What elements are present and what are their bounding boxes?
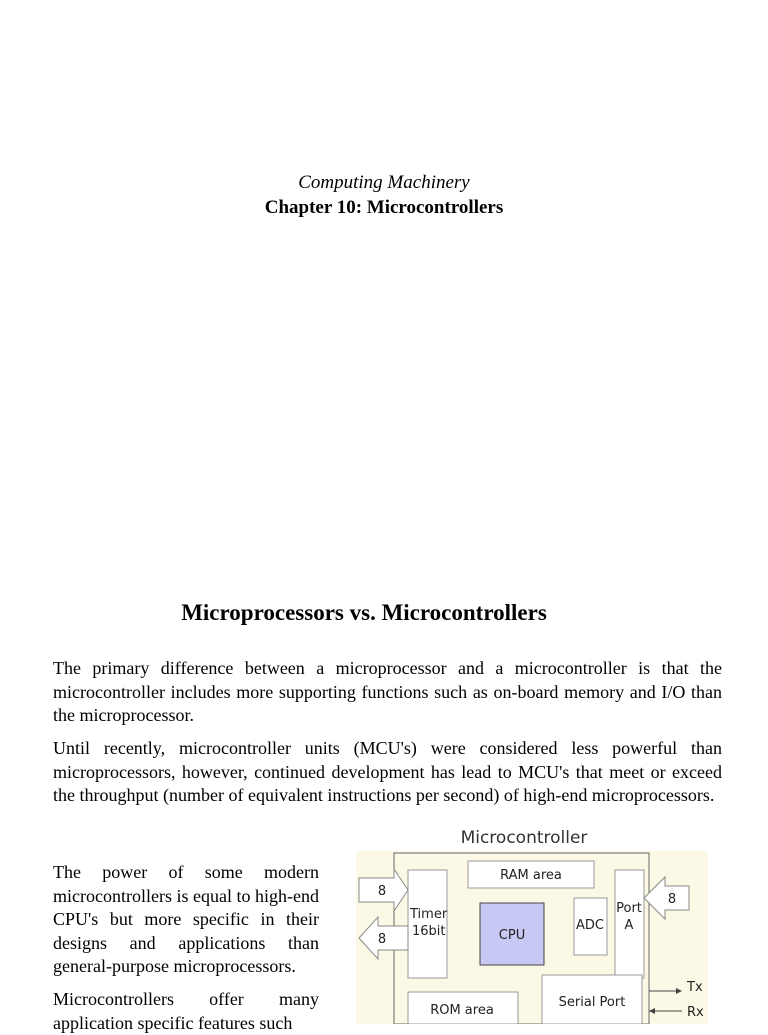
ram-label: RAM area xyxy=(500,868,562,883)
timer-output-width: 8 xyxy=(377,932,387,947)
microcontroller-diagram xyxy=(354,828,724,1024)
rx-label: Rx xyxy=(687,1005,704,1020)
diagram-canvas xyxy=(354,828,724,1024)
timer-label-line1: Timer xyxy=(410,907,448,922)
page-header xyxy=(0,170,768,220)
diagram-title: Microcontroller xyxy=(460,828,588,848)
port-label-line2: A xyxy=(624,918,634,933)
timer-input-width: 8 xyxy=(377,884,387,899)
tx-label: Tx xyxy=(687,980,703,995)
adc-label: ADC xyxy=(576,918,604,933)
paragraph-features: Microcontrollers offer many application specific features such xyxy=(53,989,319,1033)
book-title: Computing Machinery xyxy=(298,172,470,193)
chapter-title: Chapter 10: Microcontrollers xyxy=(264,197,504,218)
paragraph-power: The power of some modern microcontrollers is equal to high-end CPU's but more specific in their designs and applications than general-purpose microprocessors. xyxy=(53,862,319,976)
rom-label: ROM area xyxy=(430,1003,494,1018)
paragraph-until-recently: Until recently, microcontroller units (MCU's) were considered less powerful than microprocessors, however, continued development has lead to MCU's that meet or exceed the throughput (number of equivalent instructions per second) of high-end microprocessors. xyxy=(53,738,722,805)
port-input-width: 8 xyxy=(667,892,677,907)
port-label-line1: Port xyxy=(616,901,642,916)
timer-label-line2: 16bit xyxy=(412,924,446,939)
paragraph-primary-difference: The primary difference between a microprocessor and a microcontroller is that the microcontroller includes more supporting functions such as on-board memory and I/O than the microprocessor. xyxy=(53,658,722,725)
cpu-label: CPU xyxy=(498,928,526,943)
serial-port-label: Serial Port xyxy=(558,995,626,1010)
section-heading: Microprocessors vs. Microcontrollers xyxy=(181,600,547,625)
